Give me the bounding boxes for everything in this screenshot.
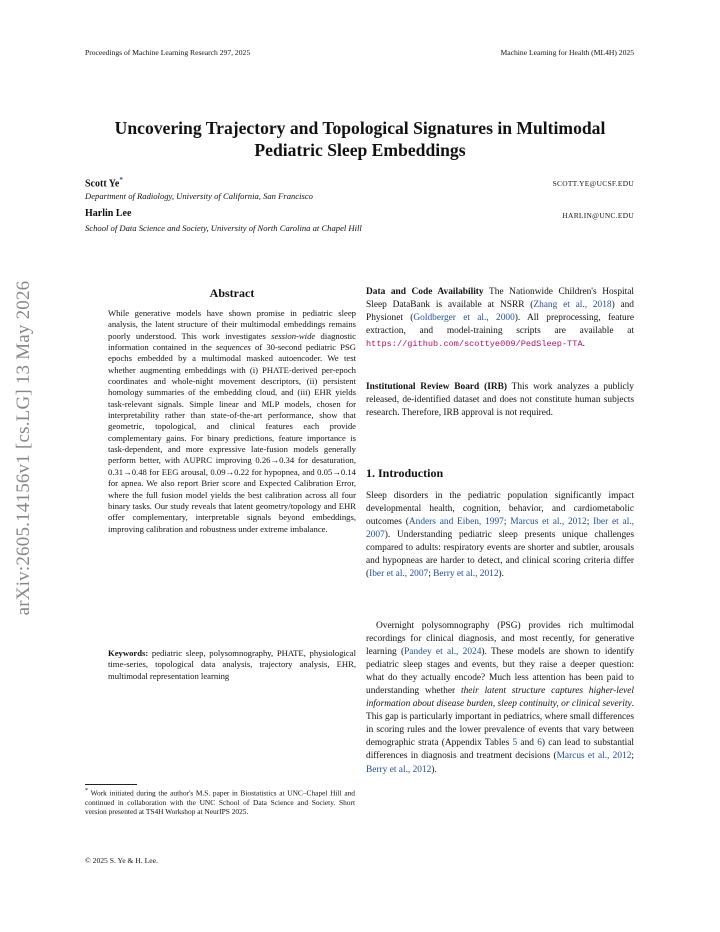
irb-paragraph: Institutional Review Board (IRB) This work analyzes a publicly released, de-identified dataset and does not constitute human subjects research. Therefore, IRB approval is not required. bbox=[366, 382, 634, 419]
citation-link[interactable]: Zhang et al., 2018 bbox=[533, 300, 612, 311]
section-heading-introduction: 1. Introduction bbox=[366, 466, 444, 480]
keywords: Keywords: pediatric sleep, polysomnography, PHATE, physiological time-series, topological data analysis, trajectory analysis, EHR, multimodal representation learning bbox=[108, 648, 356, 681]
author-name-2: Harlin Lee bbox=[85, 208, 132, 219]
running-header-left: Proceedings of Machine Learning Research 297, 2025 bbox=[85, 48, 251, 57]
author-affiliation-1: Department of Radiology, University of California, San Francisco bbox=[85, 191, 313, 201]
table-ref-link[interactable]: 6 bbox=[537, 738, 542, 749]
abstract-heading: Abstract bbox=[209, 286, 255, 300]
author-email-2: HARLIN@UNC.EDU bbox=[562, 211, 634, 220]
author-name-1: Scott Ye* bbox=[85, 176, 123, 190]
paper-title bbox=[60, 117, 660, 161]
citation-link[interactable]: Goldberger et al., 2000 bbox=[413, 313, 515, 324]
citation-link[interactable]: Pandey et al., 2024 bbox=[404, 647, 482, 658]
title-line-1: Uncovering Trajectory and Topological Signatures in Multimodal bbox=[114, 118, 606, 138]
title-line-2: Pediatric Sleep Embeddings bbox=[254, 140, 466, 160]
arxiv-stamp bbox=[4, 258, 44, 638]
citation-link[interactable]: Iber et al., 2007 bbox=[366, 517, 635, 541]
intro-paragraph-1: Sleep disorders in the pediatric population significantly impact developmental health, cognition, behavior, and cardiometabolic outcomes (Anders and Eiben, 1997; Marcus et al., 2012; Iber et al., 2007). Understanding pediatric sleep presents unique challenges compared to adults: respiratory events are shorter and subtler, arousals and hypopneas are harder to detect, and clinical scoring criteria differ (Iber et al., 2007; Berry et al., 2012). bbox=[366, 491, 635, 580]
author-affiliation-2: School of Data Science and Society, University of North Carolina at Chapel Hill bbox=[85, 223, 362, 233]
citation-link[interactable]: Berry et al., 2012 bbox=[366, 764, 432, 775]
citation-link[interactable]: Marcus et al., 2012 bbox=[556, 751, 632, 762]
citation-link[interactable]: Anders and Eiben, 1997 bbox=[408, 517, 504, 528]
intro-paragraph-2: Overnight polysomnography (PSG) provides rich multimodal recordings for clinical diagnosis, and most recently, for generative learning (Pandey et al., 2024). These models are shown to identify pediatric sleep stages and events, but they raise a deeper question: what do they actually encode? Much less attention has been paid to understanding whether their latent structure captures higher-level information about disease burden, sleep continuity, or clinical severity. This gap is particularly important in pediatrics, where small differences in scoring rules and the lower prevalence of events that vary between demographic strata (Appendix Tables 5 and 6) can lead to substantial differences in diagnosis and treatment decisions (Marcus et al., 2012; Berry et al., 2012). bbox=[366, 621, 635, 775]
abstract-body: While generative models have shown promise in pediatric sleep analysis, the latent structure of their multimodal embeddings remains poorly understood. This work investigates session-wide diagnostic information contained in the sequences of 30-second pediatric PSG epochs embedded by a multimodal masked autoencoder. We test whether augmenting embeddings with (i) PHATE-derived per-epoch coordinates and whole-night movement descriptors, (ii) persistent homology summaries of the embedding cloud, and (iii) EHR yields task-relevant signals. Simple linear and MLP models, chosen for interpretability rather than state-of-the-art performance, show that geometric, topological, and clinical features each provide complementary gains. For binary predictions, feature importance is task-dependent, and more expressive late-fusion models generally perform better, with AUPRC improving 0.26→0.34 for desaturation, 0.31→0.48 for EEG arousal, 0.09→0.22 for hypopnea, and 0.05→0.14 for apnea. We also report Brier score and Expected Calibration Error, where the full fusion model yields the best calibration across all four binary tasks. Our study reveals that latent geometry/topology and EHR offer complementary, interpretable signals beyond embeddings, improving calibration and robustness under extreme imbalance. bbox=[108, 308, 356, 534]
running-header-right: Machine Learning for Health (ML4H) 2025 bbox=[500, 48, 634, 57]
arxiv-stamp-text: arXiv:2605.14156v1 [cs.LG] 13 May 2026 bbox=[13, 280, 34, 616]
citation-link[interactable]: Berry et al., 2012 bbox=[433, 569, 499, 580]
citation-link[interactable]: Marcus et al., 2012 bbox=[510, 517, 587, 528]
footnote-mark: * bbox=[85, 788, 89, 794]
data-availability-paragraph: Data and Code Availability The Nationwide Children's Hospital Sleep DataBank is available at NSRR (Zhang et al., 2018) and Physionet (Goldberger et al., 2000). All preprocessing, feature extraction, and model-training scripts are available at https://github.com/scottye009/PedSleep-TTA. bbox=[366, 287, 635, 350]
author-email-1: SCOTT.YE@UCSF.EDU bbox=[552, 179, 634, 188]
table-ref-link[interactable]: 5 bbox=[512, 738, 518, 749]
code-repository-link[interactable]: https://github.com/scottye009/PedSleep-TTA bbox=[366, 339, 583, 350]
author-footnote-mark[interactable]: * bbox=[119, 176, 123, 184]
citation-link[interactable]: Iber et al., 2007 bbox=[369, 569, 429, 580]
copyright: © 2025 S. Ye & H. Lee. bbox=[85, 856, 158, 865]
footnote-rule bbox=[85, 784, 137, 785]
footnote: * Work initiated during the author's M.S. paper in Biostatistics at UNC–Chapel Hill and continued in collaboration with the UNC School of Data Science and Society. Short version presented at TS4H Workshop at NeurIPS 2025. bbox=[85, 788, 355, 816]
